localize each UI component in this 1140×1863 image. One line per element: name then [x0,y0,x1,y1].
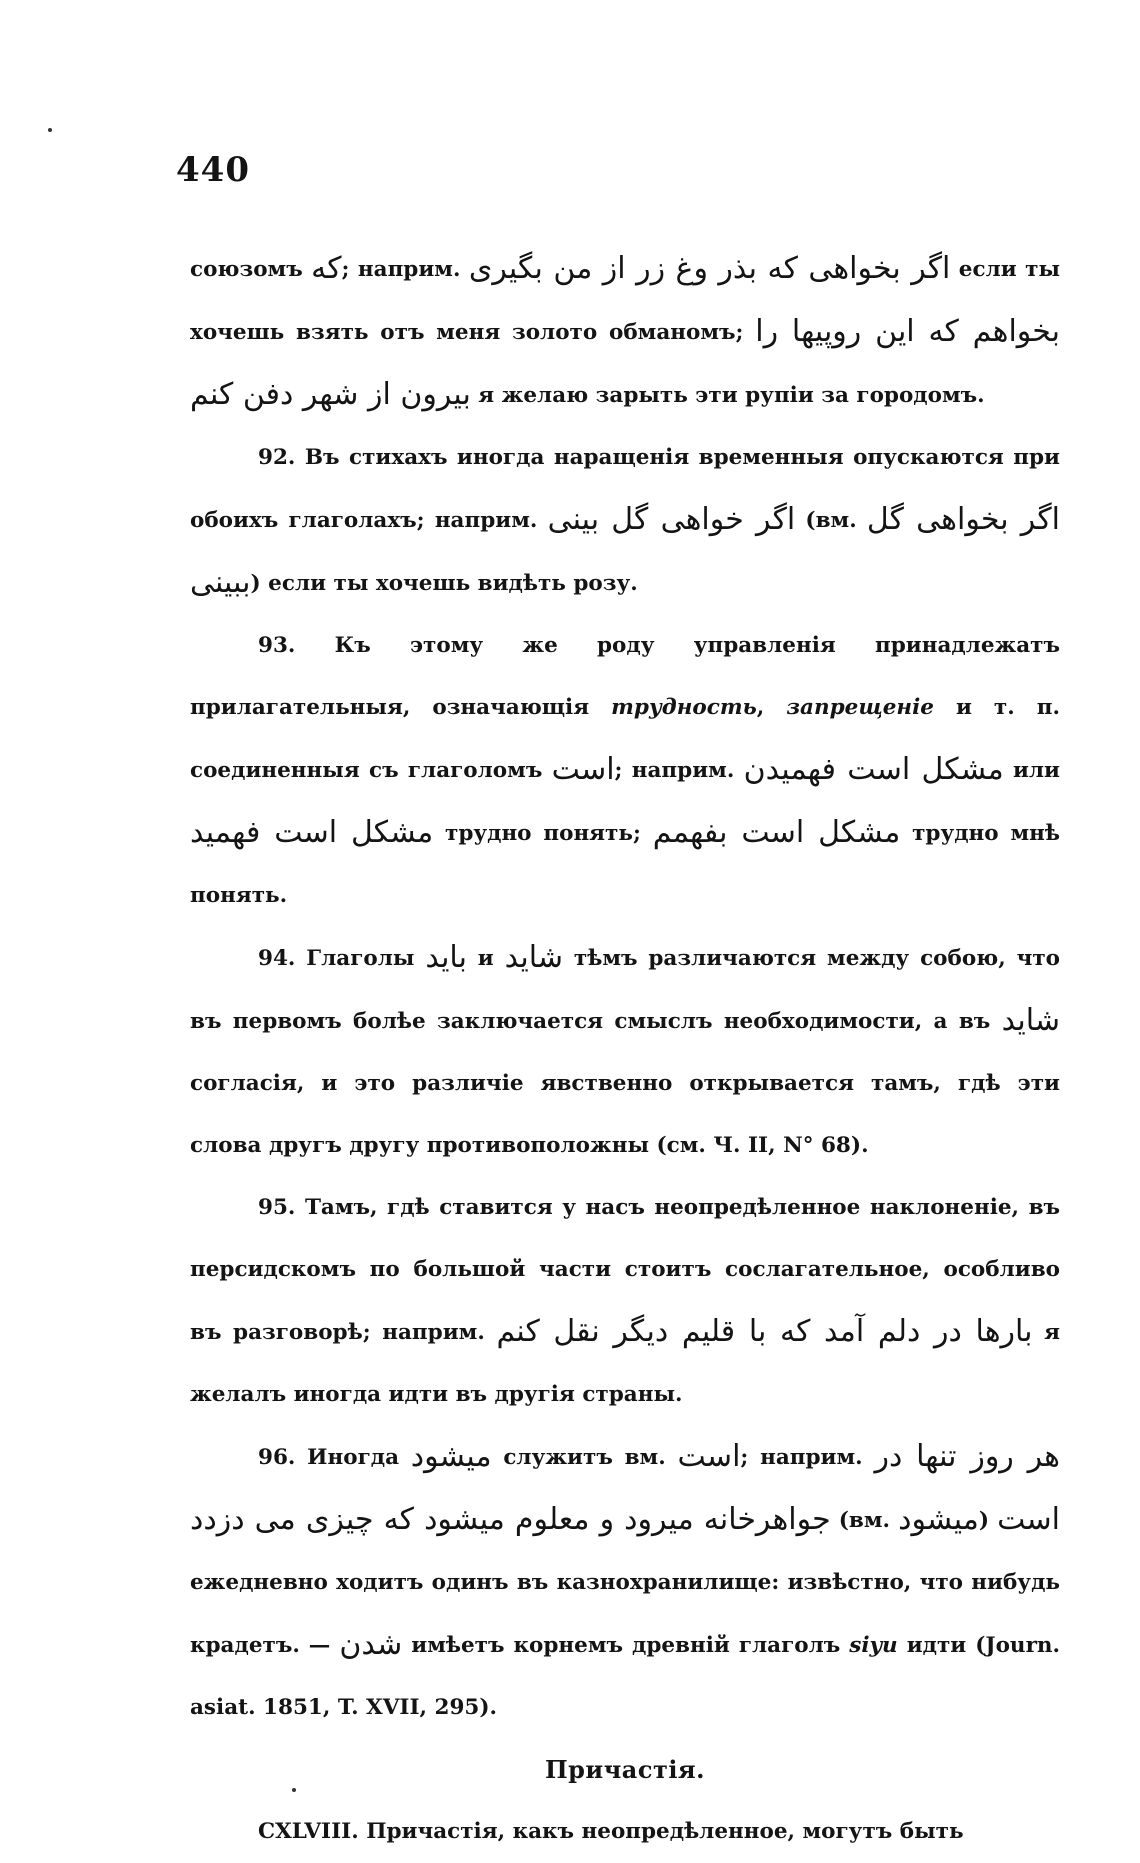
text-run: трудно понять; [433,821,653,846]
print-speck [48,128,52,132]
text-run: ; наприм. [740,1445,875,1470]
text-run: Тамъ, гдѣ ставится у насъ неопредѣленное наклоненіе, въ персидскомъ по большой части стоитъ сослагательное, особливо въ разговорѣ; наприм. [190,1195,1060,1345]
paragraph-92 [190,427,1060,615]
text-run: Иногда [295,1445,411,1470]
arabic-script: اگر بخواهی گل ببینی [190,502,1060,600]
text-run: ; наприм. [614,758,744,783]
text-run: союзомъ [190,257,312,282]
text-run: согласія, и это различіе явственно открывается тамъ, гдѣ эти слова другъ другу противоположны (см. Ч. II, N° 68). [190,1071,1060,1158]
paragraph-number: 93. [258,633,296,658]
text-run: трудно мнѣ понять. [190,821,1061,908]
paragraph-number: 94. [258,946,296,971]
text-run: если ты хочешь взять отъ меня золото обманомъ; [190,257,1060,345]
section-heading: Причастія. [544,1755,706,1784]
print-speck [292,1788,296,1792]
text-run: (вм. [795,508,867,533]
page-number: 440 [176,150,250,190]
arabic-script: هر روز تنها در جواهرخانه میرود و معلوم میشود که چیزی می دزدد [190,1439,1060,1537]
arabic-script: مشکل است فهمید [190,815,434,850]
arabic-script: اگر خواهی گل بینی [547,502,796,537]
paragraph-number: 92. [258,445,296,470]
paragraph-number: 96. [258,1445,296,1470]
arabic-script: باید [425,940,467,975]
text-run: Въ стихахъ иногда наращенія временныя опускаются при обоихъ глаголахъ; наприм. [190,445,1060,533]
arabic-script: میشود [410,1439,492,1474]
arabic-script: بخواهم که این روپیها را بیرون از شهر دفن کنم [190,314,1060,412]
italic-term: трудность [611,695,757,720]
paragraph-148 [190,1801,1060,1863]
body-text [190,238,1060,1863]
section-number: CXLVIII. [258,1819,359,1844]
text-run: Причастія, какъ неопредѣленное, могутъ быть [358,1819,964,1844]
text-run: или [1003,758,1061,783]
text-run: , [756,695,787,720]
arabic-script: شاید [1001,1003,1060,1038]
text-run: и т. п. соединенныя съ глаголомъ [190,695,1060,783]
paragraph-intro [190,238,1060,427]
text-run: имѣетъ корнемъ древній глаголъ [402,1633,850,1658]
text-run: служитъ вм. [491,1445,678,1470]
paragraph-96 [190,1426,1060,1739]
text-run: ) [978,1508,998,1533]
text-run: тѣмъ различаются между собою, что въ первомъ болѣе заключается смыслъ необходимости, а въ [190,946,1060,1034]
arabic-script: مشکل است بفهمم [652,815,901,850]
text-run: Глаголы [295,946,426,971]
paragraph-number: 95. [258,1195,296,1220]
text-run: ) если ты хочешь видѣть розу. [250,571,638,596]
text-run: ; наприм. [341,257,469,282]
arabic-script: شاید [504,940,563,975]
paragraph-94 [190,927,1060,1177]
text-run: и [466,946,505,971]
text-run: я желаю зарыть эти рупіи за городомъ. [470,383,985,408]
paragraph-93 [190,615,1060,927]
text-run: ежедневно ходитъ одинъ въ казнохранилище: извѣстно, что нибудь крадетъ. — [190,1570,1060,1658]
arabic-script: مشکل است فهمیدن [743,752,1004,787]
arabic-script: بارها در دلم آمد که با قلیم دیگر نقل کنم [496,1314,1033,1349]
italic-term: siyu [849,1633,898,1658]
arabic-script: است [677,1439,741,1474]
arabic-script: است [551,752,615,787]
text-run: я желалъ иногда идти въ другія страны. [190,1320,1061,1407]
arabic-script: که [311,251,342,286]
arabic-script: میشود [898,1502,979,1537]
paragraph-95 [190,1177,1060,1426]
arabic-script: اگر بخواهی که بذر وغ زر از من بگیری [468,251,951,286]
text-run: (вм. [830,1508,899,1533]
italic-term: запрещеніе [786,695,934,720]
arabic-script: شدن [339,1627,403,1662]
text-run: идти (Journ. asiat. 1851, T. XVII, 295). [190,1633,1061,1720]
text-run: Къ этому же роду управленія принадлежатъ прилагательныя, означающія [190,633,1060,720]
arabic-script: است [997,1502,1060,1537]
